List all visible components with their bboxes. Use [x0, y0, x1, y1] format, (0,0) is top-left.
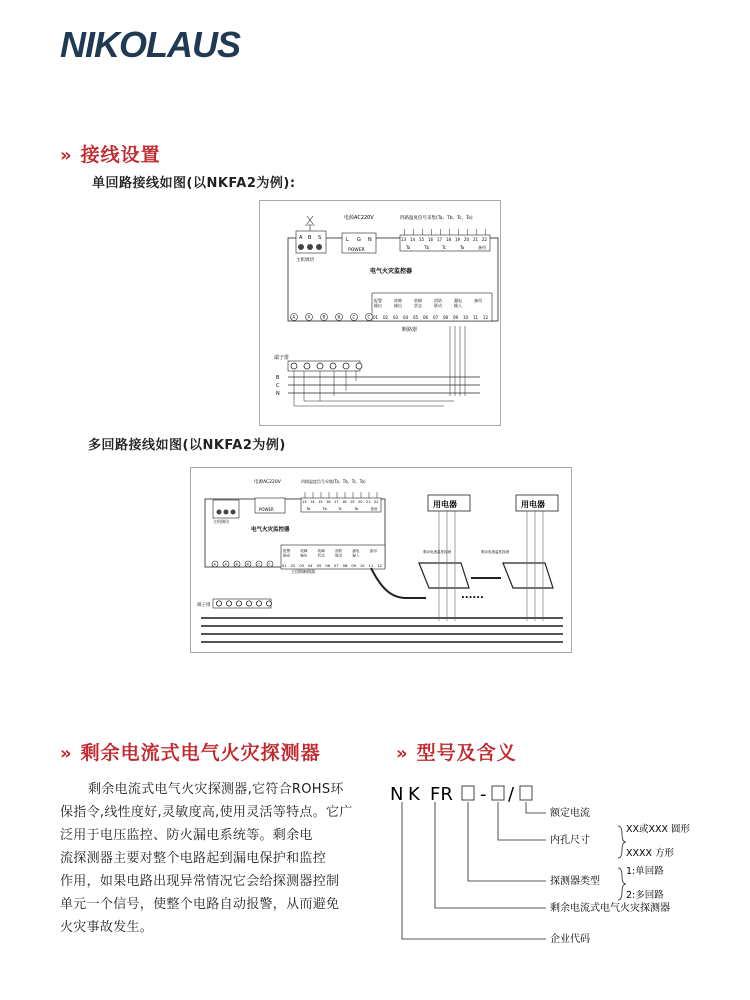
output-terminal-number: 03	[393, 315, 399, 320]
host-terminal-a: A	[299, 235, 303, 241]
output-terminal-number: 06	[325, 564, 330, 568]
probe-label-1: 剩余电流温度探测	[423, 550, 451, 554]
sensor-terminal-number: 15	[419, 237, 425, 242]
detector-section-title	[60, 738, 321, 765]
current-coil-label: C	[367, 314, 371, 320]
desc-line: 作用，如果电路出现异常情况它会给探测器控制	[60, 874, 340, 889]
current-coil-label: C	[268, 562, 271, 567]
current-coil-label: B	[322, 314, 326, 320]
terminal-screw	[317, 363, 323, 369]
dots-label: ......	[461, 590, 484, 601]
output-group-label: 漏电	[454, 298, 462, 303]
desc-line: 单元一个信号，使整个电路自动报警，从而避免	[60, 897, 340, 912]
sensor-group-label: To	[354, 507, 359, 511]
power-terminal-l: L	[346, 237, 349, 243]
sensor-terminal-number: 21	[366, 500, 371, 504]
multi-circuit-caption: 多回路接线如图(以NKFA2为例)	[88, 438, 286, 453]
sensor-group-label: Tc	[442, 245, 446, 250]
chevron-right-icon: »	[396, 743, 409, 764]
sensor-terminal-number: 18	[446, 237, 452, 242]
sensor-group-label: Tc	[338, 507, 342, 511]
output-terminal-number: 10	[360, 564, 365, 568]
sensor-label: 四路温度信号采集(Ta、Tb、Tc、To)	[400, 216, 473, 221]
output-group-label: 输出	[374, 303, 382, 308]
output-group-label: 漏电	[352, 549, 360, 553]
output-group-label: 联动	[434, 303, 442, 308]
terminal-screw	[291, 363, 297, 369]
hole-option-square: XXXX 方形	[626, 848, 675, 859]
line-label-n: N	[276, 391, 280, 397]
terminal-screw	[266, 601, 271, 606]
code-k: K	[408, 784, 420, 805]
output-group-label: 输出	[300, 553, 308, 558]
sensor-terminal-number: 17	[334, 500, 339, 504]
sensor-terminal-number: 22	[374, 500, 379, 504]
output-group-label: 报警	[283, 549, 291, 553]
label-detector-type: 探测器类型	[550, 876, 600, 887]
output-group-label: 消防	[335, 549, 343, 553]
sensor-terminal-number: 20	[464, 237, 470, 242]
single-circuit-caption: 单回路接线如图(以NKFA2为例):	[92, 176, 296, 191]
output-terminal-number: 12	[377, 564, 382, 568]
code-dash: -	[480, 784, 487, 805]
output-terminal-number: 03	[299, 564, 304, 568]
output-terminal-number: 12	[483, 315, 489, 320]
sensor-terminal-number: 18	[342, 500, 347, 504]
host-terminal-b: B	[308, 235, 312, 241]
model-code-diagram	[380, 776, 720, 956]
sensor-label-multi: 四路温度信号采集(Ta、Tb、Tc、To)	[301, 479, 366, 484]
label-rated-current: 额定电流	[550, 808, 590, 819]
type-option-single: 1:单回路	[626, 866, 664, 877]
output-terminal-number: 05	[413, 315, 419, 320]
host-terminal-s: S	[318, 235, 322, 241]
breaker-label-multi: 主回路断路器	[291, 569, 315, 574]
single-circuit-svg	[260, 201, 500, 425]
terminal-block-label-multi: 端子排	[197, 603, 211, 608]
sensor-terminal-number: 15	[318, 500, 323, 504]
line-label-b: B	[276, 375, 280, 381]
output-terminal-number: 05	[316, 564, 322, 568]
sensor-terminal-number: 19	[350, 500, 355, 504]
sensor-group-label: Ta	[306, 507, 311, 511]
output-terminal-number: 02	[383, 315, 389, 320]
current-coil-label: A	[292, 314, 296, 320]
sensor-group-label: Tb	[322, 507, 327, 511]
output-terminal-number: 04	[403, 315, 409, 320]
multi-circuit-svg	[191, 468, 571, 652]
wiring-title-text: 接线设置	[80, 144, 161, 166]
power-label-multi: POWER	[259, 507, 274, 512]
brand-logo: NIKOLAUS	[60, 24, 240, 65]
output-terminal-number: 06	[423, 315, 429, 320]
output-group-label: 状态	[317, 553, 325, 558]
sensor-group-label: 备用	[370, 507, 378, 511]
sensor-terminal-number: 14	[310, 500, 315, 504]
sensor-terminal-number: 13	[401, 237, 407, 242]
output-group-label: 状态	[414, 303, 422, 308]
sensor-terminal-number: 14	[410, 237, 416, 242]
sensor-group-label: To	[460, 245, 465, 250]
output-terminal-number: 07	[433, 315, 439, 320]
code-slash: /	[508, 784, 515, 805]
sensor-terminal-number: 16	[428, 237, 434, 242]
monitor-label: 电气火灾监控器	[370, 268, 413, 275]
current-coil-label: A	[213, 562, 216, 567]
host-label: 主机调切	[296, 258, 314, 263]
output-group-label: 报警	[374, 298, 382, 303]
ac-label-multi: 电源AC220V	[254, 480, 281, 485]
output-terminal-number: 08	[342, 564, 348, 568]
power-label: POWER	[348, 248, 365, 253]
output-group-label: 输入	[352, 553, 360, 558]
power-terminal-n: N	[368, 237, 372, 243]
sensor-group-label: Ta	[406, 245, 411, 250]
model-title-text: 型号及含义	[416, 742, 517, 764]
terminal-block-label: 端子排	[274, 355, 290, 361]
monitor-label-multi: 电气火灾监控器	[251, 527, 290, 533]
terminal-screw	[246, 601, 251, 606]
current-coil-label: C	[257, 562, 260, 567]
current-coil-label: B	[235, 562, 238, 567]
sensor-terminal-number: 21	[473, 237, 479, 242]
model-section-title	[396, 738, 517, 765]
label-hole-size: 内孔尺寸	[550, 835, 590, 846]
sensor-group-label: 备用	[478, 245, 486, 250]
ac-label: 电源AC220V	[344, 215, 374, 221]
code-fr: FR	[430, 784, 453, 805]
output-terminal-number: 01	[282, 564, 287, 568]
output-group-label: 消防	[434, 298, 442, 303]
desc-line: 火灾事故发生。	[60, 920, 154, 935]
output-group-label: 输出	[394, 303, 402, 308]
current-coil-label: A	[224, 562, 227, 567]
wiring-section-title	[60, 140, 161, 167]
type-option-multi: 2:多回路	[626, 890, 664, 901]
output-terminal-number: 02	[290, 564, 296, 568]
terminal-screw	[226, 601, 231, 606]
label-detector-name: 剩余电流式电气火灾探测器	[550, 903, 670, 914]
output-terminal-number: 10	[463, 315, 469, 320]
output-terminal-number: 01	[373, 315, 379, 320]
output-group-label: 故障	[394, 298, 402, 303]
sensor-terminal-number: 17	[437, 237, 443, 242]
output-group-label: 故障	[414, 298, 422, 303]
sensor-terminal-number: 16	[326, 500, 331, 504]
appliance-label-1: 用电器	[433, 500, 457, 509]
terminal-screw	[343, 363, 349, 369]
detector-title-text: 剩余电流式电气火灾探测器	[80, 742, 321, 764]
output-terminal-number: 11	[473, 315, 479, 320]
terminal-screw	[256, 601, 261, 606]
output-group-label: 故障	[317, 549, 325, 553]
host-terminal	[296, 216, 326, 263]
multi-circuit-diagram	[190, 467, 572, 653]
single-circuit-diagram	[259, 200, 501, 426]
host-label-multi: 主机调切	[213, 519, 229, 524]
terminal-screw	[356, 363, 362, 369]
chevron-right-icon: »	[60, 743, 73, 764]
output-terminal-number: 04	[308, 564, 313, 568]
appliance-label-2: 用电器	[521, 500, 545, 509]
terminal-screw	[236, 601, 241, 606]
sensor-group-label: Tb	[424, 245, 429, 250]
output-group-label: 备用	[474, 298, 482, 303]
code-n: N	[390, 784, 404, 805]
detector-description	[60, 778, 360, 939]
label-company-code: 企业代码	[550, 934, 590, 945]
output-group-label: 故障	[300, 549, 308, 553]
current-coil-label: B	[337, 314, 341, 320]
hole-option-round: XX或XXX 圆形	[626, 824, 691, 835]
output-group-label: 联动	[335, 553, 343, 558]
output-group-label: 备用	[369, 549, 377, 553]
probe-label-2: 剩余电流温度探测	[481, 550, 509, 554]
sensor-terminal-number: 19	[455, 237, 461, 242]
current-coil-label: A	[307, 314, 311, 320]
breaker-label: 断路器	[402, 327, 418, 333]
line-label-c: C	[276, 383, 280, 389]
current-coil-label: C	[352, 314, 356, 320]
desc-line: 剩余电流式电气火灾探测器,它符合ROHS环	[88, 782, 344, 797]
desc-line: 保指令,线性度好,灵敏度高,使用灵活等特点。它广	[60, 805, 353, 820]
power-terminal-g: G	[357, 237, 361, 243]
sensor-terminal-number: 13	[302, 500, 307, 504]
desc-line: 流探测器主要对整个电路起到漏电保护和监控	[60, 851, 327, 866]
output-terminal-number: 08	[443, 315, 449, 320]
output-terminal-number: 11	[368, 564, 374, 568]
sensor-terminal-number: 22	[482, 237, 488, 242]
output-terminal-number: 07	[334, 564, 339, 568]
terminal-screw	[330, 363, 336, 369]
current-coil-label: B	[246, 562, 249, 567]
terminal-screw	[216, 601, 221, 606]
output-terminal-number: 09	[453, 315, 459, 320]
output-group-label: 输入	[454, 303, 462, 308]
chevron-right-icon: »	[60, 145, 73, 166]
terminal-screw	[304, 363, 310, 369]
output-group-label: 输出	[283, 553, 291, 558]
sensor-terminal-number: 20	[358, 500, 363, 504]
output-terminal-number: 09	[351, 564, 356, 568]
desc-line: 泛用于电压监控、防火漏电系统等。剩余电	[60, 828, 313, 843]
